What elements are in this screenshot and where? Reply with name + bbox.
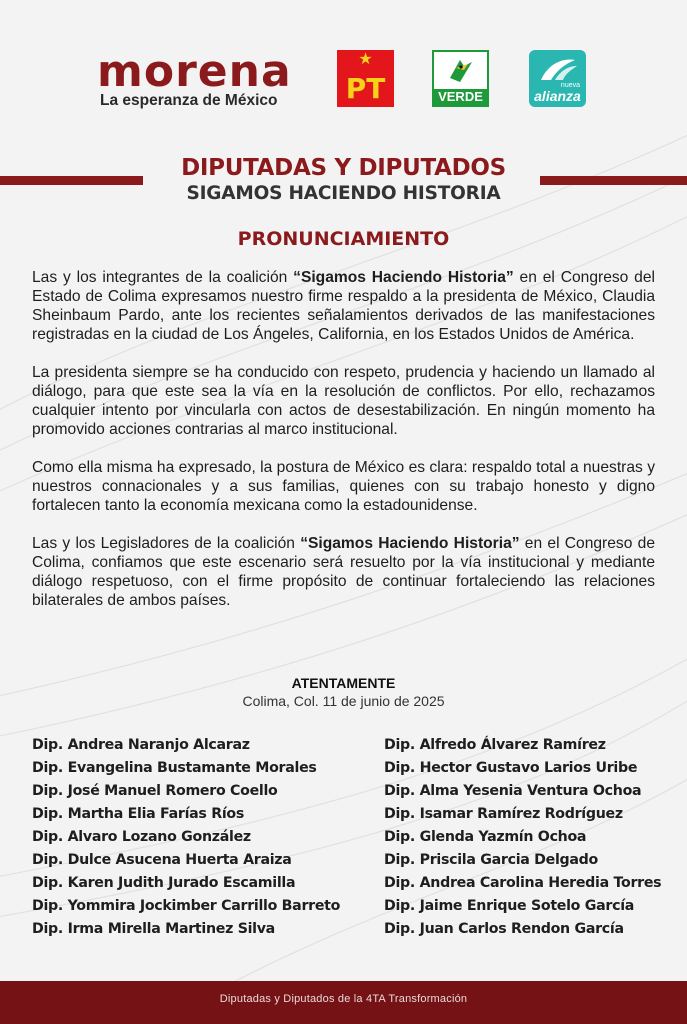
alianza-small-text: nueva bbox=[560, 82, 580, 89]
signatory-name: Dip. Irma Mirella Martinez Silva bbox=[32, 921, 275, 937]
closing-text: ATENTAMENTE bbox=[291, 675, 396, 691]
signatory-name: Dip. Priscila Garcia Delgado bbox=[384, 852, 598, 868]
signatories-left bbox=[32, 736, 340, 943]
pt-logo bbox=[337, 50, 394, 107]
signatory-name: Dip. Hector Gustavo Larios Uribe bbox=[384, 760, 638, 776]
signatory-name: Dip. Martha Elia Farías Ríos bbox=[32, 806, 244, 822]
signatory-name: Dip. Alvaro Lozano González bbox=[32, 829, 251, 845]
signatory-name: Dip. Dulce Asucena Huerta Araiza bbox=[32, 852, 292, 868]
footer-text: Diputadas y Diputados de la 4TA Transformación bbox=[219, 993, 468, 1005]
paragraph-1: Las y los integrantes de la coalición “Sigamos Haciendo Historia” en el Congreso del Estado de Colima expresamos nuestro firme respaldo a la presidenta de México, Claudia Sheinbaum Pardo, ante los recientes señalamientos derivados de las manifestaciones registradas en la ciudad de Los Ángeles, California, en los Estados Unidos de América. bbox=[32, 269, 655, 343]
star-icon: ★ bbox=[358, 51, 373, 68]
signatories-right bbox=[384, 736, 661, 943]
page-subtitle: SIGAMOS HACIENDO HISTORIA bbox=[186, 183, 501, 204]
signatory-name: Dip. Alma Yesenia Ventura Ochoa bbox=[384, 783, 642, 799]
paragraph-2: La presidenta siempre se ha conducido con respeto, prudencia y haciendo un llamado al diálogo, para que este sea la vía en la resolución de conflictos. Por ello, rechazamos cualquier intento por vincularla con actos de desestabilización. En ningún momento ha promovido acciones contrarias al marco institucional. bbox=[32, 364, 655, 438]
signatory-name: Dip. Alfredo Álvarez Ramírez bbox=[384, 737, 606, 753]
morena-wordmark: morena bbox=[97, 46, 292, 97]
signatory-name: Dip. Andrea Naranjo Alcaraz bbox=[32, 737, 250, 753]
signatory-name: Dip. José Manuel Romero Coello bbox=[32, 783, 278, 799]
alianza-mark-icon bbox=[537, 56, 579, 84]
paragraph-4: Las y los Legisladores de la coalición “Sigamos Haciendo Historia” en el Congreso de Colima, confiamos que este escenario será resuelto por la vía institucional y mediante diálogo respetuoso, con el firme propósito de continuar fortaleciendo las relaciones bilaterales de ambos países. bbox=[32, 535, 655, 609]
morena-tagline: La esperanza de México bbox=[100, 92, 278, 109]
party-logos bbox=[0, 46, 687, 110]
verde-logo-text: VERDE bbox=[434, 89, 487, 105]
signatory-name: Dip. Isamar Ramírez Rodríguez bbox=[384, 806, 623, 822]
pt-logo-text: PT bbox=[345, 72, 386, 105]
signatory-name: Dip. Yommira Jockimber Carrillo Barreto bbox=[32, 898, 341, 914]
toucan-icon bbox=[446, 56, 476, 86]
alianza-logo-text: alianza bbox=[534, 88, 581, 104]
place-date: Colima, Col. 11 de junio de 2025 bbox=[242, 693, 445, 709]
signatory-name: Dip. Evangelina Bustamante Morales bbox=[32, 760, 317, 776]
signatory-name: Dip. Juan Carlos Rendon García bbox=[384, 921, 624, 937]
document-heading: PRONUNCIAMIENTO bbox=[237, 228, 450, 250]
signatory-name: Dip. Jaime Enrique Sotelo García bbox=[384, 898, 635, 914]
paragraph-3: Como ella misma ha expresado, la postura de México es clara: respaldo total a nuestras y nuestros connacionales y a sus familias, quienes con su trabajo honesto y digno fortalecen tanto la economía mexicana como la estadounidense. bbox=[32, 459, 655, 514]
page-title: DIPUTADAS Y DIPUTADOS bbox=[181, 155, 506, 181]
morena-logo bbox=[97, 46, 292, 110]
document-body bbox=[32, 268, 655, 629]
signatory-name: Dip. Glenda Yazmín Ochoa bbox=[384, 829, 587, 845]
footer-bar bbox=[0, 981, 687, 1024]
verde-logo bbox=[432, 50, 489, 107]
signatory-name: Dip. Andrea Carolina Heredia Torres bbox=[384, 875, 662, 891]
alianza-logo bbox=[529, 50, 586, 107]
signatory-name: Dip. Karen Judith Jurado Escamilla bbox=[32, 875, 296, 891]
